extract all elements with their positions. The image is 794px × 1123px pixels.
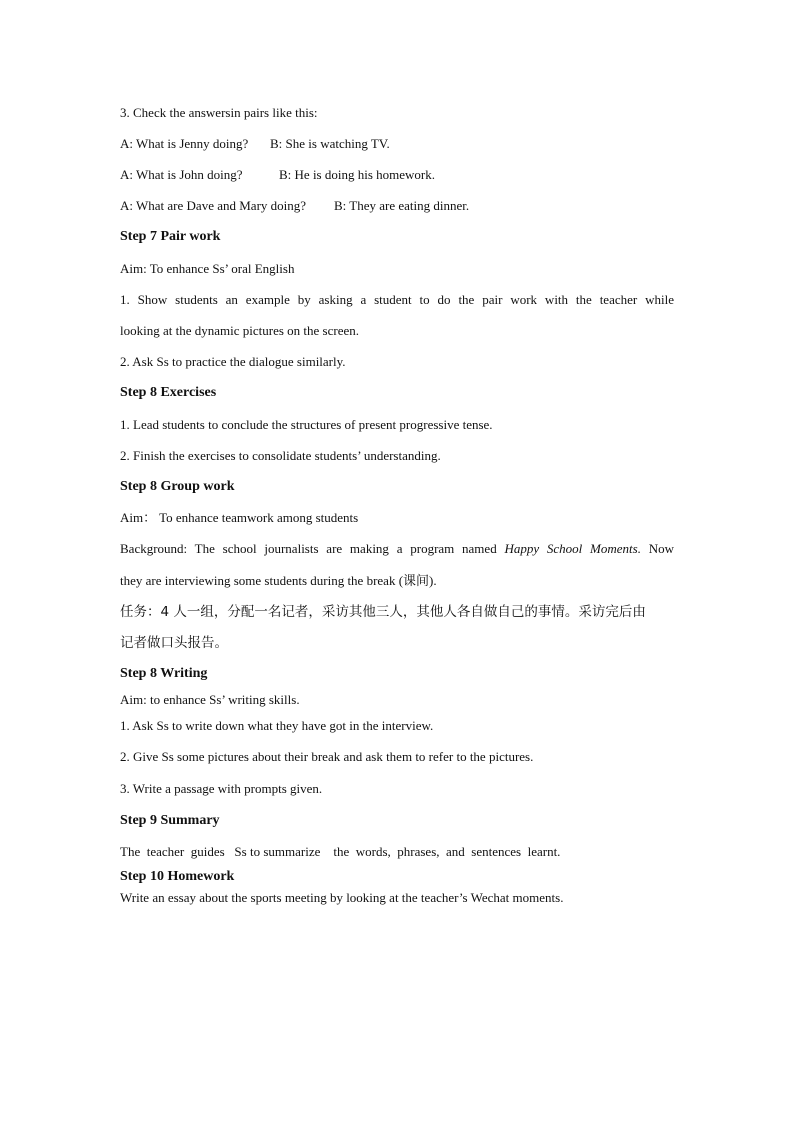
dialogue-row	[120, 198, 674, 214]
step8-writing-item-2: 2. Give Ss some pictures about their break and ask them to refer to the pictures.	[120, 749, 534, 764]
dialogue-question: A: What are Dave and Mary doing?	[120, 198, 307, 213]
step8-group-task: 任务：4 人一组，分配一名记者，采访其他三人，其他人各自做自己的事情。采访完后由	[120, 604, 646, 620]
program-title: Happy School Moments.	[504, 541, 641, 556]
step7-item-2: 2. Ask Ss to practice the dialogue similarly.	[120, 354, 346, 369]
dialogue-question: A: What is Jenny doing?	[120, 136, 249, 151]
step8-group-aim: Aim： To enhance teamwork among students	[120, 510, 359, 525]
dialogue-answer: B: She is watching TV.	[270, 136, 390, 151]
dialogue-row	[120, 167, 674, 183]
step8-exercises-heading: Step 8 Exercises	[120, 385, 217, 400]
step7-aim: Aim: To enhance Ss’ oral English	[120, 261, 295, 276]
step8-group-background	[120, 541, 674, 557]
step8-writing-heading: Step 8 Writing	[120, 666, 208, 681]
background-text: Background: The school journalists are making a program named	[120, 541, 505, 556]
dialogue-answer: B: He is doing his homework.	[279, 167, 435, 182]
step8-group-heading: Step 8 Group work	[120, 479, 235, 494]
step7-heading: Step 7 Pair work	[120, 229, 221, 244]
step10-heading: Step 10 Homework	[120, 869, 235, 884]
step8-group-background-cont: they are interviewing some students during the break (课间).	[120, 573, 437, 588]
step9-heading: Step 9 Summary	[120, 813, 220, 828]
step8-group-task-cont: 记者做口头报告。	[120, 635, 228, 651]
background-text-end: Now	[640, 541, 674, 556]
step7-item-1-cont: looking at the dynamic pictures on the screen.	[120, 323, 359, 338]
step8-exercises-item-2: 2. Finish the exercises to consolidate students’ understanding.	[120, 448, 441, 463]
dialogue-answer: B: They are eating dinner.	[334, 198, 470, 213]
dialogue-question: A: What is John doing?	[120, 167, 243, 182]
step8-writing-aim: Aim: to enhance Ss’ writing skills.	[120, 692, 300, 707]
step9-text: The teacher guides Ss to summarize the words, phrases, and sentences learnt.	[120, 844, 561, 859]
step8-exercises-item-1: 1. Lead students to conclude the structures of present progressive tense.	[120, 417, 493, 432]
step10-text: Write an essay about the sports meeting by looking at the teacher’s Wechat moments.	[120, 890, 564, 905]
step8-writing-item-1: 1. Ask Ss to write down what they have got in the interview.	[120, 718, 434, 733]
pairs-instruction: 3. Check the answersin pairs like this:	[120, 105, 318, 120]
step8-writing-item-3: 3. Write a passage with prompts given.	[120, 781, 323, 796]
dialogue-row	[120, 136, 674, 152]
step7-item-1: 1. Show students an example by asking a student to do the pair work with the teacher while	[120, 292, 674, 307]
